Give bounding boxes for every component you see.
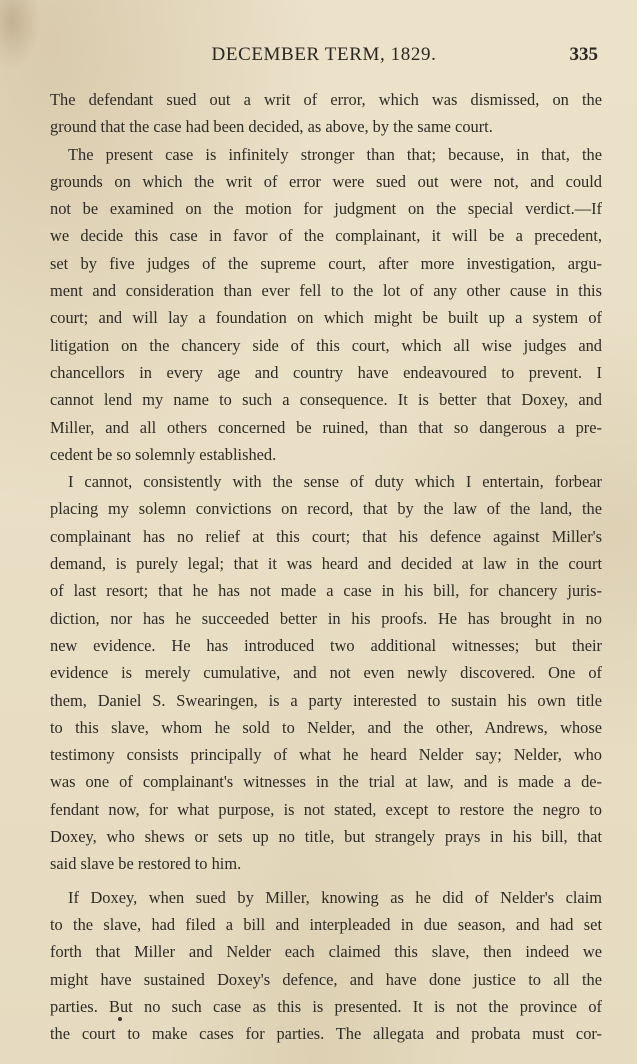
text-line: Doxey, who shews or sets up no title, but strangely prays in his bill, that: [50, 827, 602, 847]
text-line: cannot lend my name to such a consequence. It is better that Doxey, and: [50, 390, 602, 410]
text-line: of last resort; that he has not made a case in his bill, for chancery juris-: [50, 581, 602, 601]
text-line: fendant now, for what purpose, is not stated, except to restore the negro to: [50, 799, 602, 819]
text-line: placing my solemn convictions on record, that by the law of the land, the: [50, 499, 602, 519]
text-line: evidence is merely cumulative, and not even newly discovered. One of: [50, 663, 602, 683]
running-head: DECEMBER TERM, 1829.: [211, 44, 437, 65]
text-line: If Doxey, when sued by Miller, knowing as he did of Nelder's claim: [68, 887, 602, 907]
text-line: might have sustained Doxey's defence, and have done justice to all the: [50, 969, 602, 989]
text-line: diction, nor has he succeeded better in his proofs. He has brought in no: [50, 608, 602, 628]
text-line: The present case is infinitely stronger than that; because, in that, the: [68, 144, 602, 164]
text-line: The defendant sued out a writ of error, which was dismissed, on the: [50, 90, 602, 109]
text-line: litigation on the chancery side of this court, which all wise judges and: [50, 335, 602, 355]
text-line: new evidence. He has introduced two additional witnesses; but their: [50, 635, 602, 655]
text-line: testimony consists principally of what he heard Nelder say; Nelder, who: [50, 745, 602, 765]
page-header: [50, 44, 598, 74]
text-line: court; and will lay a foundation on which might be built up a system of: [50, 308, 602, 328]
text-line: forth that Miller and Nelder each claimed this slave, then indeed we: [50, 942, 602, 962]
text-line: said slave be restored to him.: [50, 854, 242, 874]
text-line: to this slave, whom he sold to Nelder, and the other, Andrews, whose: [50, 717, 602, 737]
text-line: I cannot, consistently with the sense of duty which I entertain, forbear: [68, 472, 602, 492]
text-line: to the slave, had filed a bill and interpleaded in due season, and had set: [50, 914, 602, 934]
text-line: chancellors in every age and country have endeavoured to prevent. I: [50, 362, 602, 382]
page-stain: [0, 0, 40, 70]
text-line: the court to make cases for parties. The allegata and probata must cor-: [50, 1024, 602, 1044]
text-line: grounds on which the writ of error were sued out were not, and could: [50, 171, 602, 191]
text-line: complainant has no relief at this court; that his defence against Miller's: [50, 526, 602, 546]
text-line: ment and consideration than ever fell to the lot of any other cause in this: [50, 281, 602, 301]
text-line: Miller, and all others concerned be ruined, than that so dangerous a pre-: [50, 417, 602, 437]
text-line: cedent be so solemnly established.: [50, 444, 277, 464]
text-line: ground that the case had been decided, as above, by the same court.: [50, 117, 493, 137]
body-text: [50, 86, 602, 1047]
text-line: not be examined on the motion for judgment on the special verdict.—If: [50, 199, 602, 219]
text-line: set by five judges of the supreme court, after more investigation, argu-: [50, 253, 602, 273]
text-line: parties. But no such case as this is presented. It is not the province of: [50, 996, 602, 1016]
text-line: we decide this case in favor of the complainant, it will be a precedent,: [50, 226, 602, 246]
text-line: demand, is purely legal; that it was heard and decided at law in the court: [50, 554, 602, 574]
text-line: them, Daniel S. Swearingen, is a party interested to sustain his own title: [50, 690, 602, 710]
page-number: 335: [569, 44, 598, 65]
printer-mark: [118, 1017, 122, 1021]
text-line: was one of complainant's witnesses in the trial at law, and is made a de-: [50, 772, 602, 792]
